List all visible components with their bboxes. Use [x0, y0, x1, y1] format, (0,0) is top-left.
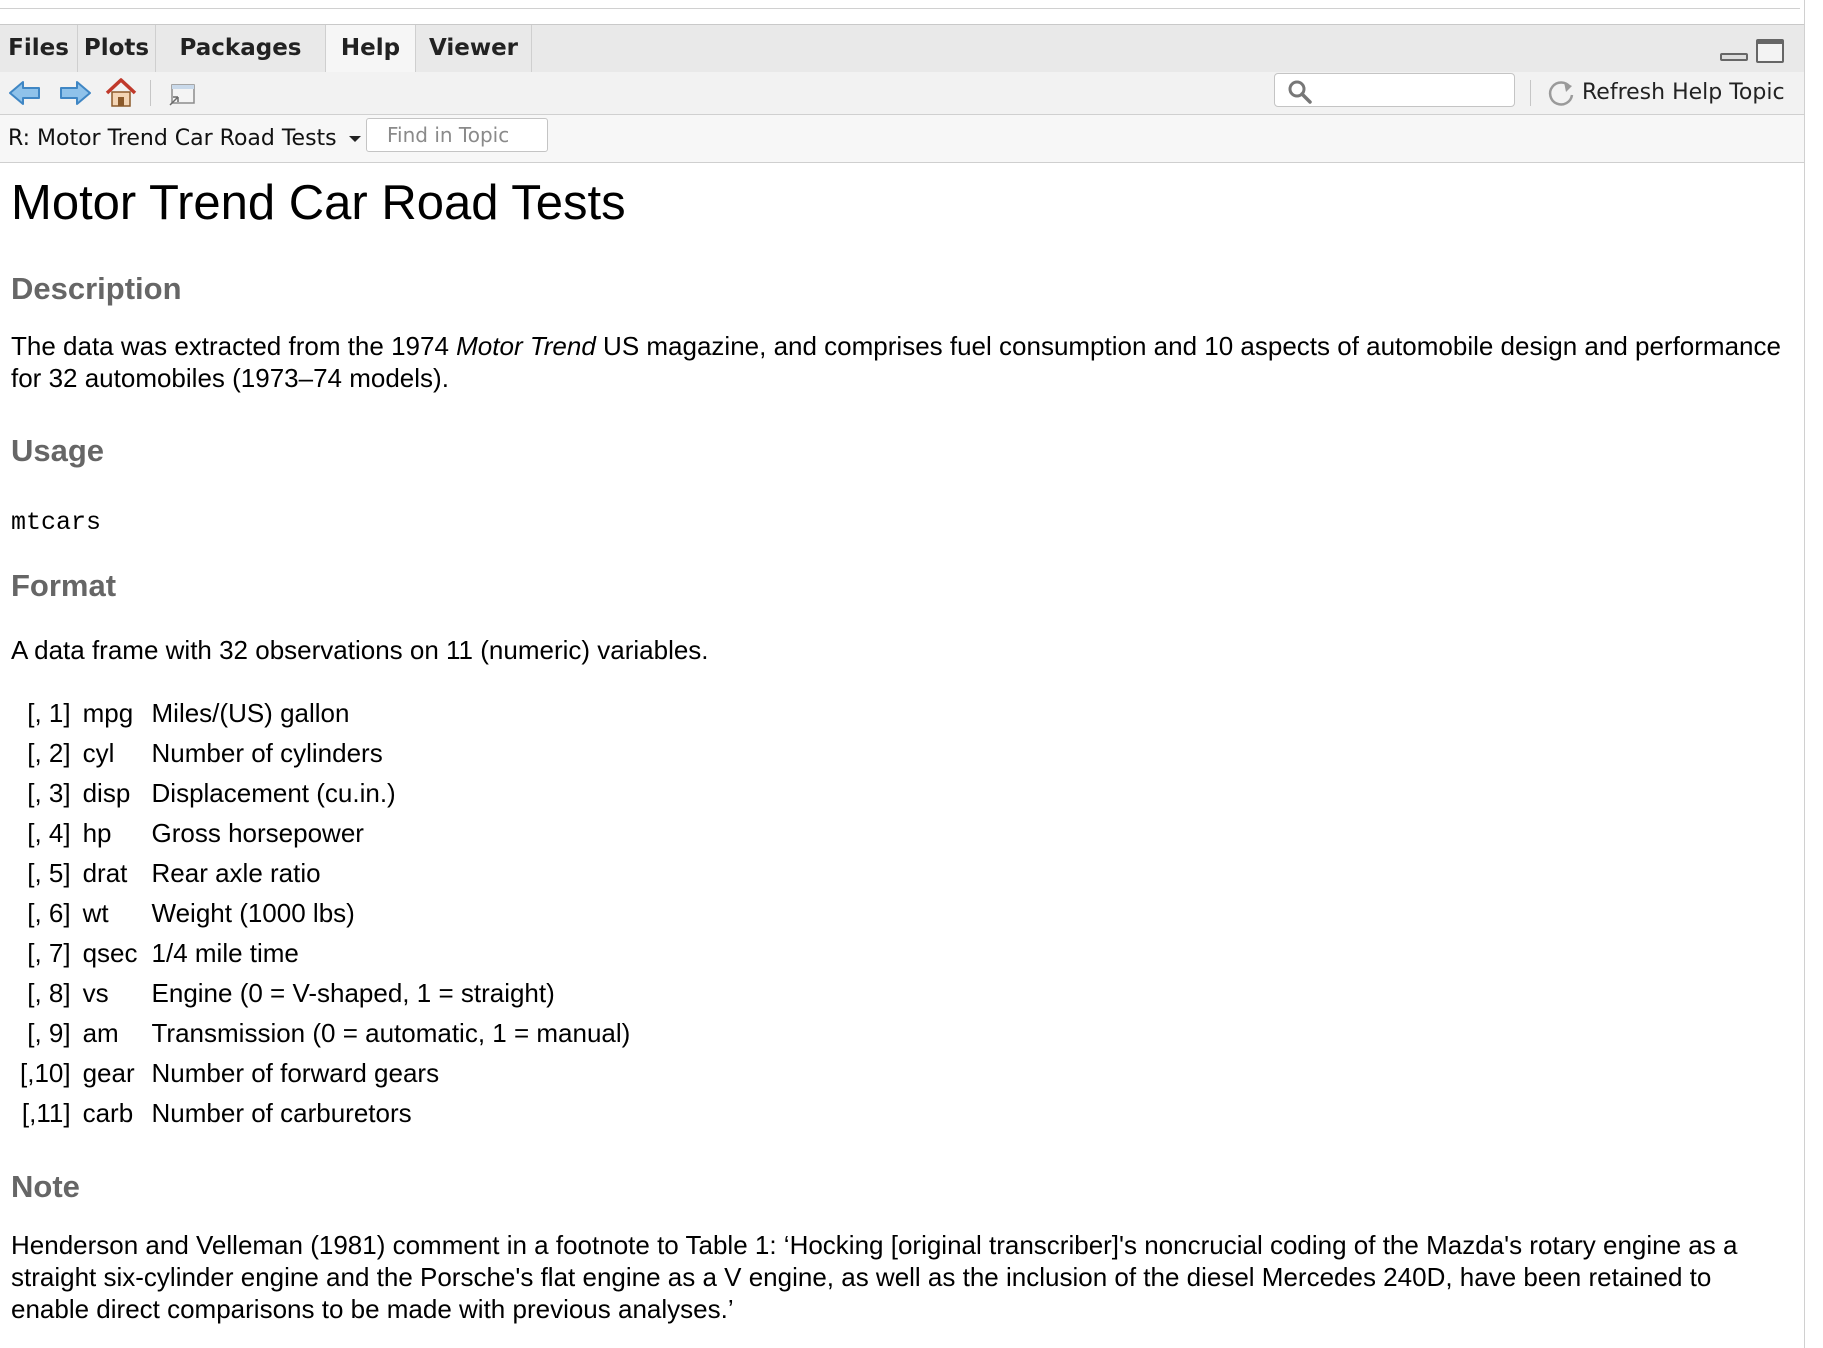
maximize-pane-button[interactable]	[1756, 39, 1784, 63]
description-text	[11, 330, 1786, 394]
format-heading: Format	[11, 568, 117, 603]
var-desc: Transmission (0 = automatic, 1 = manual)	[151, 1017, 631, 1048]
find-in-topic-box[interactable]	[366, 118, 548, 152]
note-heading: Note	[11, 1169, 80, 1204]
description-text-post: US magazine, and comprises fuel consumption and 10 aspects of automobile design and performance for 32 automobiles (1973–74 models).	[11, 331, 1781, 393]
var-index: [, 2]	[27, 737, 71, 768]
help-search-box[interactable]	[1274, 73, 1515, 107]
usage-heading: Usage	[11, 433, 105, 468]
table-row	[16, 693, 634, 733]
var-desc: Number of forward gears	[151, 1057, 440, 1088]
var-name: disp	[82, 777, 131, 808]
var-index: [, 9]	[27, 1017, 71, 1048]
format-text: A data frame with 32 observations on 11 (numeric) variables.	[11, 635, 709, 665]
var-index: [, 3]	[27, 777, 71, 808]
var-index: [, 8]	[27, 977, 71, 1008]
var-desc: 1/4 mile time	[151, 937, 299, 968]
topic-label: R: Motor Trend Car Road Tests	[8, 126, 337, 151]
var-desc: Engine (0 = V-shaped, 1 = straight)	[151, 977, 555, 1008]
var-index: [, 6]	[27, 897, 71, 928]
tab-packages[interactable]: Packages	[156, 25, 326, 72]
var-name: qsec	[82, 937, 138, 968]
var-name: hp	[82, 817, 112, 848]
var-desc: Weight (1000 lbs)	[151, 897, 355, 928]
minimize-pane-button[interactable]	[1720, 53, 1748, 61]
var-desc: Gross horsepower	[151, 817, 364, 848]
table-row	[16, 1013, 634, 1053]
var-desc: Number of carburetors	[151, 1097, 412, 1128]
topic-bar	[0, 115, 1804, 163]
var-index: [, 5]	[27, 857, 71, 888]
table-row	[16, 973, 634, 1013]
table-row	[16, 1093, 634, 1133]
help-search-input[interactable]	[1319, 77, 1509, 105]
var-desc: Number of cylinders	[151, 737, 383, 768]
top-pane-edge	[0, 0, 1800, 9]
description-text-pre: The data was extracted from the 1974	[11, 331, 457, 361]
toolbar-separator	[150, 80, 151, 106]
var-name: drat	[82, 857, 128, 888]
help-toolbar	[0, 72, 1804, 115]
table-row	[16, 933, 634, 973]
var-index: [,11]	[21, 1097, 71, 1128]
var-name: vs	[82, 977, 109, 1008]
table-row	[16, 773, 634, 813]
note-text: Henderson and Velleman (1981) comment in a footnote to Table 1: ‘Hocking [original transcriber]'s noncrucial coding of the Mazda's rotary engine as a straight six-cylinder engine and the Porsche's flat engine as a V engine, as well as the inclusion of the diesel Mercedes 240D, have been retained to enable direct comparisons to be made with previous analyses.’	[11, 1230, 1738, 1324]
refresh-icon	[1546, 78, 1576, 108]
table-row	[16, 813, 634, 853]
var-index: [,10]	[20, 1057, 71, 1088]
refresh-label: Refresh Help Topic	[1582, 80, 1785, 105]
var-desc: Displacement (cu.in.)	[151, 777, 396, 808]
forward-arrow-icon[interactable]	[58, 77, 92, 109]
var-desc: Rear axle ratio	[151, 857, 321, 888]
var-name: gear	[82, 1057, 135, 1088]
var-name: wt	[82, 897, 109, 928]
table-row	[16, 733, 634, 773]
variables-table	[16, 693, 634, 1133]
pane-tabbar	[0, 24, 1804, 73]
toolbar-separator	[1530, 80, 1531, 106]
window-controls	[1708, 37, 1788, 65]
var-name: carb	[82, 1097, 134, 1128]
find-in-topic-input[interactable]	[367, 119, 547, 151]
usage-code: mtcars	[11, 508, 102, 537]
var-name: cyl	[82, 737, 115, 768]
tab-files[interactable]: Files	[0, 25, 78, 72]
table-row	[16, 853, 634, 893]
right-pane-edge	[1804, 0, 1823, 1348]
var-name: am	[82, 1017, 119, 1048]
var-index: [, 1]	[27, 697, 71, 728]
table-row	[16, 1053, 634, 1093]
topic-dropdown[interactable]	[8, 115, 361, 162]
var-index: [, 4]	[27, 817, 71, 848]
chevron-down-icon	[349, 136, 361, 142]
tab-help[interactable]: Help	[326, 25, 416, 73]
tab-plots[interactable]: Plots	[78, 25, 156, 72]
search-icon	[1287, 79, 1313, 105]
popout-icon[interactable]	[166, 77, 200, 109]
description-heading: Description	[11, 271, 182, 306]
back-arrow-icon[interactable]	[8, 77, 42, 109]
table-row	[16, 893, 634, 933]
var-index: [, 7]	[27, 937, 71, 968]
home-icon[interactable]	[104, 77, 138, 109]
magazine-name: Motor Trend	[456, 331, 596, 361]
page-title: Motor Trend Car Road Tests	[11, 176, 626, 230]
var-name: mpg	[82, 697, 134, 728]
var-desc: Miles/(US) gallon	[151, 697, 350, 728]
tab-viewer[interactable]: Viewer	[416, 25, 532, 72]
